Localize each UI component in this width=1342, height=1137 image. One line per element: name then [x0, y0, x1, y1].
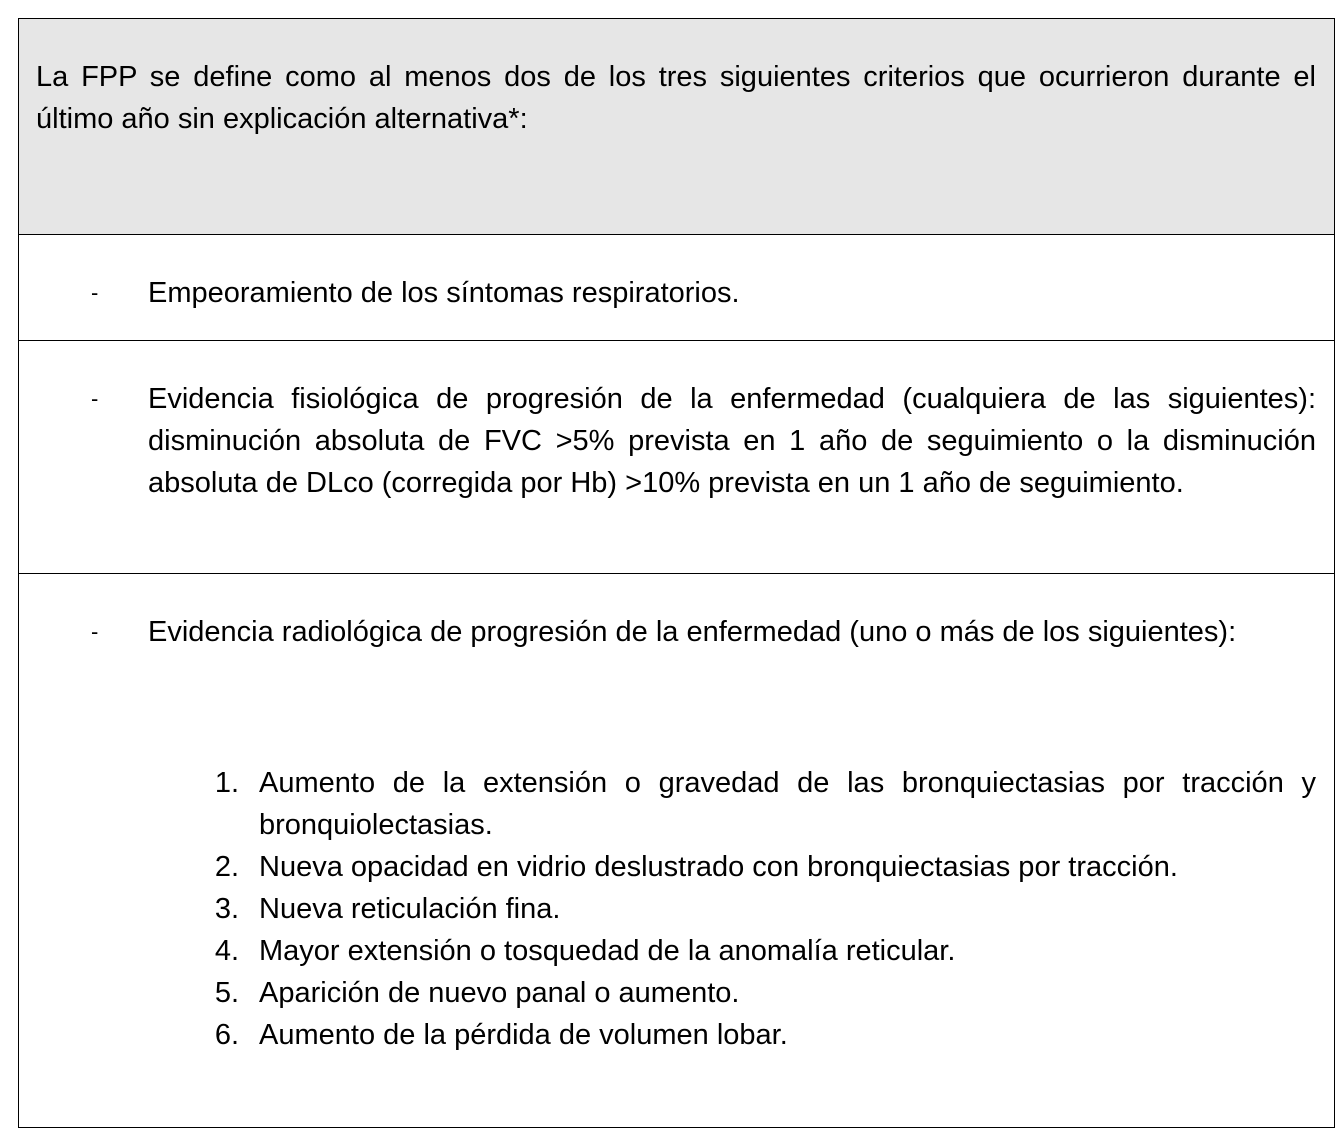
- list-item-text: Mayor extensión o tosquedad de la anomalía reticular.: [259, 935, 956, 967]
- list-item-text: Nueva opacidad en vidrio deslustrado con bronquiectasias por tracción.: [259, 851, 1178, 883]
- criterion-row-symptoms: [19, 234, 1334, 340]
- table-header-row: [19, 19, 1334, 234]
- list-item: [199, 762, 1316, 846]
- list-item-text: Aumento de la pérdida de volumen lobar.: [259, 1019, 788, 1051]
- list-item-number: 4.: [214, 935, 239, 967]
- list-item: [199, 1014, 1316, 1056]
- list-item-text: Nueva reticulación fina.: [259, 893, 561, 925]
- list-item-text: Aparición de nuevo panal o aumento.: [259, 977, 740, 1009]
- list-item: [199, 930, 1316, 972]
- header-text: La FPP se define como al menos dos de los tres siguientes criterios que ocurrieron durante el último año sin explicación alternativa*:: [36, 61, 1316, 135]
- list-item-number: 1.: [214, 767, 239, 799]
- bullet-marker: -: [91, 619, 99, 644]
- criterion-text: Evidencia radiológica de progresión de la enfermedad (uno o más de los siguientes):: [148, 616, 1237, 648]
- radiological-subcriteria-list: [199, 762, 1316, 1056]
- list-item: [199, 888, 1316, 930]
- bullet-marker: -: [91, 386, 99, 411]
- list-item: [199, 972, 1316, 1014]
- list-item-number: 2.: [214, 851, 239, 883]
- list-item-text: Aumento de la extensión o gravedad de las bronquiectasias por tracción y bronquiolectasias.: [259, 767, 1316, 841]
- criterion-row-radiological: [19, 573, 1334, 1128]
- criterion-text: Empeoramiento de los síntomas respiratorios.: [148, 277, 740, 309]
- list-item-number: 3.: [214, 893, 239, 925]
- list-item-number: 6.: [214, 1019, 239, 1051]
- criterion-row-physiological: [19, 340, 1334, 573]
- criteria-table: [18, 18, 1335, 1128]
- list-item: [199, 846, 1316, 888]
- list-item-number: 5.: [214, 977, 239, 1009]
- bullet-marker: -: [91, 280, 99, 305]
- criterion-text: Evidencia fisiológica de progresión de la enfermedad (cualquiera de las siguientes): disminución absoluta de FVC >5% prevista en 1 año de seguimiento o la disminución absoluta de DLco (corregida por Hb) >10% prevista en un 1 año de seguimiento.: [148, 383, 1316, 499]
